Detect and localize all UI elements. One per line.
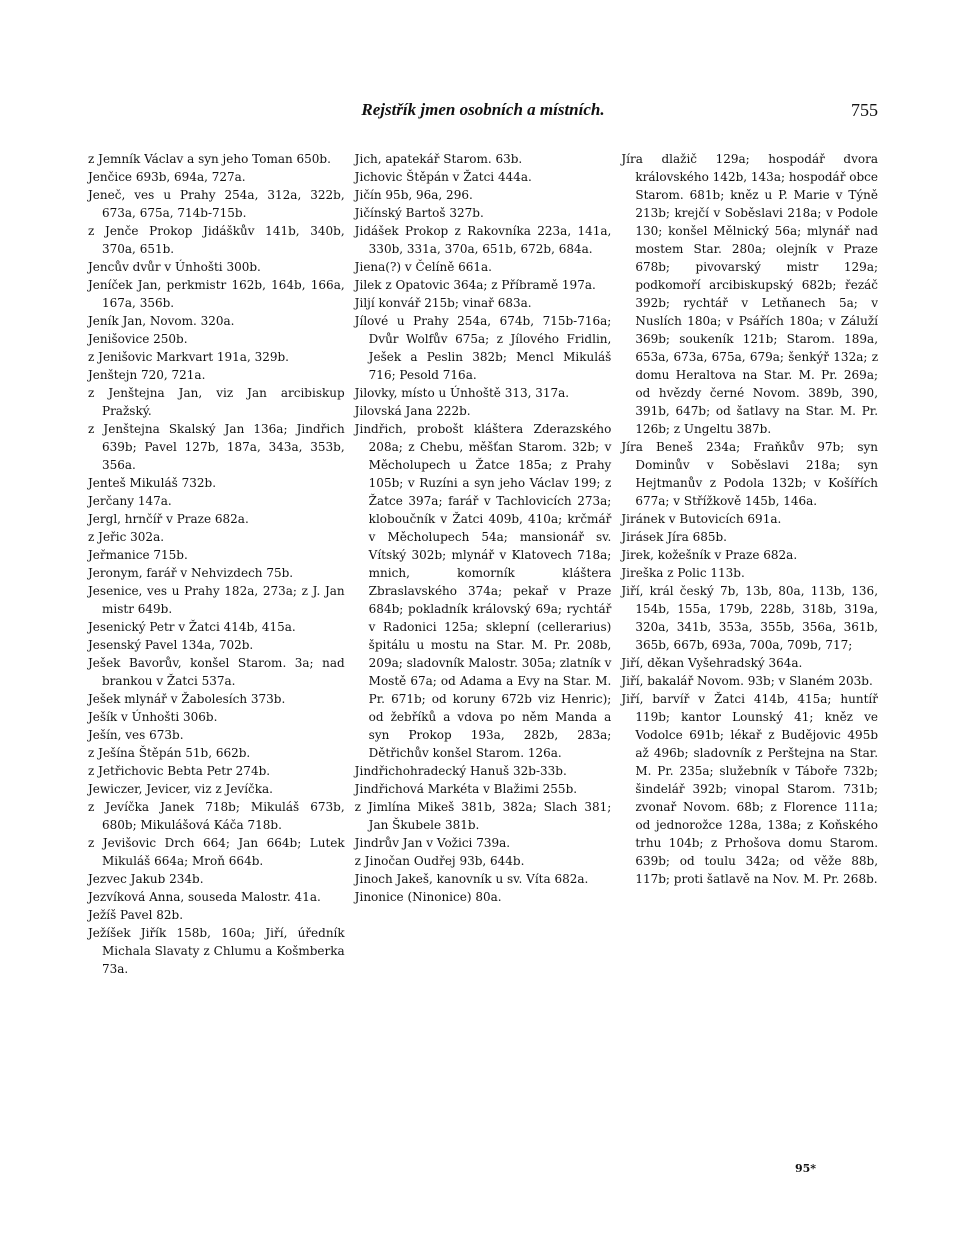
index-entry: z Jetřichovic Bebta Petr 274b.	[88, 764, 271, 778]
index-entry: Jiří, děkan Vyšehradský 364a.	[621, 656, 803, 670]
index-entry: Jich, apatekář Starom. 63b.	[354, 152, 523, 166]
index-column-3	[621, 150, 878, 1210]
index-entry: z Jinočan Oudřej 93b, 644b.	[354, 854, 525, 868]
index-entry: Jičín 95b, 96a, 296.	[354, 188, 473, 202]
index-entry: z Jenče Prokop Jidáškův 141b, 340b, 370a, 651b.	[88, 224, 345, 256]
index-column-1	[88, 150, 345, 1210]
index-entry: z Jevíčka Janek 718b; Mikuláš 673b, 680b; Mikulášová Káča 718b.	[88, 800, 345, 832]
index-entry: Jilovská Jana 222b.	[354, 404, 471, 418]
index-entry: Jesenský Pavel 134a, 702b.	[88, 638, 254, 652]
index-entry: Jesenice, ves u Prahy 182a, 273a; z J. Jan mistr 649b.	[88, 584, 345, 616]
index-entry: Jiljí konvář 215b; vinař 683a.	[354, 296, 532, 310]
index-entry: Jiránek v Butovicích 691a.	[621, 512, 782, 526]
index-entry: Jílové u Prahy 254a, 674b, 715b-716a; Dvůr Wolfův 675a; z Jílového Fridlin, Ješek a Peslin 382b; Mencl Mikuláš 716; Pesold 716a.	[354, 314, 612, 382]
index-entry: Ježíšek Jiřík 158b, 160a; Jiří, úředník Michala Slavaty z Chlumu a Košmberka 73a.	[88, 926, 345, 976]
index-entry: Ješek mlynář v Žabolesích 373b.	[88, 692, 286, 706]
index-entry: Jiena(?) v Čelíně 661a.	[354, 260, 492, 274]
index-entry: z Jenišovic Markvart 191a, 329b.	[88, 350, 289, 364]
index-entry: Jilovky, místo u Únhoště 313, 317a.	[354, 386, 570, 400]
index-entry: Jeneč, ves u Prahy 254a, 312a, 322b, 673a, 675a, 714b-715b.	[88, 188, 345, 220]
index-entry: Jezvíková Anna, souseda Malostr. 41a.	[88, 890, 321, 904]
index-entry: Jirek, kožešník v Praze 682a.	[621, 548, 798, 562]
index-entry: Jenteš Mikuláš 732b.	[88, 476, 217, 490]
index-entry: Jeřmanice 715b.	[88, 548, 188, 562]
index-entry: Jinonice (Ninonice) 80a.	[354, 890, 502, 904]
index-entry: Jencův dvůr v Únhošti 300b.	[88, 260, 261, 274]
index-entry: Jesenický Petr v Žatci 414b, 415a.	[88, 620, 296, 634]
index-entry: Jiří, král český 7b, 13b, 80a, 113b, 136, 154b, 155a, 179b, 228b, 318b, 319a, 320a, 341b, 353a, 355b, 356a, 361b, 365b, 667b, 693a, 700a, 709b, 717;	[621, 584, 879, 652]
index-entry: Jičínský Bartoš 327b.	[354, 206, 484, 220]
running-title: Rejstřík jmen osobních a místních.	[361, 100, 605, 119]
index-entry: z Jimlína Mikeš 381b, 382a; Slach 381; Jan Škubele 381b.	[354, 800, 612, 832]
index-entry: z Jevišovic Drch 664; Jan 664b; Lutek Mikuláš 664a; Mroň 664b.	[88, 836, 345, 868]
index-entry: Jergl, hrnčíř v Praze 682a.	[88, 512, 249, 526]
index-entry: Jenčice 693b, 694a, 727a.	[88, 170, 246, 184]
index-entry: Jindřichová Markéta v Blažimi 255b.	[354, 782, 578, 796]
index-entry: z Jenštejna Skalský Jan 136a; Jindřich 639b; Pavel 127b, 187a, 343a, 353b, 356a.	[88, 422, 345, 472]
index-entry: Jeník Jan, Novom. 320a.	[88, 314, 235, 328]
index-entry: Jichovic Štěpán v Žatci 444a.	[354, 170, 532, 184]
page-header	[88, 100, 878, 130]
index-entry: Jindrův Jan v Vožici 739a.	[354, 836, 511, 850]
index-entry: Ješek Bavorův, konšel Starom. 3a; nad brankou v Žatci 537a.	[88, 656, 345, 688]
index-entry: Jiří, bakalář Novom. 93b; v Slaném 203b.	[621, 674, 873, 688]
index-entry: Jewiczer, Jevicer, viz z Jevíčka.	[88, 782, 273, 796]
index-entry: Ješín, ves 673b.	[88, 728, 184, 742]
page-number: 755	[851, 100, 878, 120]
index-entry: Jilek z Opatovic 364a; z Příbramě 197a.	[354, 278, 596, 292]
index-entry: Jireška z Polic 113b.	[621, 566, 745, 580]
index-columns	[88, 150, 878, 1210]
index-entry: z Jemník Václav a syn jeho Toman 650b.	[88, 152, 331, 166]
index-entry: Jenišovice 250b.	[88, 332, 188, 346]
index-entry: Ješík v Únhošti 306b.	[88, 710, 218, 724]
index-entry: Jezvec Jakub 234b.	[88, 872, 204, 886]
index-entry: Ježíš Pavel 82b.	[88, 908, 184, 922]
index-entry: z Jeřic 302a.	[88, 530, 165, 544]
signature-mark: 95*	[795, 1162, 817, 1175]
index-entry: Jíra dlažič 129a; hospodář dvora královského 142b, 143a; hospodář obce Starom. 681b; kněz u P. Marie v Týně 213b; krejčí v Soběslavi 218a; v Podole 130; konšel Mělnický 56a; mlynář nad mostem Star. 280a; olejník v Praze 678b; pivovarský mistr 129a; podkomoří arcibiskupský 682b; řezáč 392b; rychtář v Letňanech 5a; v Nuslích 180a; v Psářích 180a; v Záluží 369b; soukeník 121b; Starom. 189a, 653a, 673a, 675a, 679a; šenkýř 132a; z domu Heraltova na Star. M. Pr. 269a; od hvězdy černé Novom. 389b, 390, 391b, 647b; od šatlavy na Star. M. Pr. 126b; z Ungeltu 387b.	[621, 152, 879, 436]
index-entry: Jeronym, farář v Nehvizdech 75b.	[88, 566, 294, 580]
index-entry: Jiří, barvíř v Žatci 414b, 415a; huntíř 119b; kantor Lounský 41; kněz ve Vodolce 691b; lékař z Budějovic 495b až 496b; sladovník z Perštejna na Star. M. Pr. 235a; služebník v Táboře 732b; šindelář 392b; vinopal Starom. 731b; zvonař Novom. 68b; z Florence 111a; od jednorožce 128a, 138a; z Koňského trhu 104b; z Prhošova domu Starom. 639b; od toulu 342a; od věže 88b, 117b; proti šatlavě na Nov. M. Pr. 268b.	[621, 692, 879, 886]
index-entry: Jenštejn 720, 721a.	[88, 368, 206, 382]
index-entry: Jíra Beneš 234a; Fraňkův 97b; syn Dominův v Soběslavi 218a; syn Hejtmanův z Podola 132b; v Košířích 677a; v Střížkově 145b, 146a.	[621, 440, 879, 508]
index-entry: z Ješína Štěpán 51b, 662b.	[88, 746, 251, 760]
index-entry: Jidášek Prokop z Rakovníka 223a, 141a, 330b, 331a, 370a, 651b, 672b, 684a.	[354, 224, 612, 256]
index-column-2	[355, 150, 612, 1210]
index-entry: Jindřich, probošt kláštera Zderazského 208a; z Chebu, měšťan Starom. 32b; v Měcholupech u Žatce 185a; z Prahy 105b; v Ruzíni a syn jeho Václav 199; z Žatce 397a; farář v Tachlovicích 273a; kloboučník v Žatci 409b, 410a; krčmář v Měcholupech 54a; mansionář sv. Vítský 302b; mlynář v Klatovech 718a; mnich, komorník kláštera Zbraslavského 374a; pekař v Praze 684b; pokladník královský 69a; rychtář v Radonici 125a; sklepní (cellerarius) špitálu u mostu na Star. M. Pr. 208b, 209a; sladovník Malostr. 305a; zlatník v Mostě 67a; od Adama a Evy na Star. M. Pr. 671b; od koruny 672b viz Henric); od žebříků a vdova po něm Manda a syn Prokop 193a, 282b, 283a; Dětřichův konšel Starom. 126a.	[354, 422, 612, 760]
index-entry: Jirásek Jíra 685b.	[621, 530, 727, 544]
index-entry: z Jenštejna Jan, viz Jan arcibiskup Pražský.	[88, 386, 345, 418]
index-entry: Jindřichohradecký Hanuš 32b-33b.	[354, 764, 567, 778]
index-entry: Jeníček Jan, perkmistr 162b, 164b, 166a, 167a, 356b.	[88, 278, 345, 310]
index-entry: Jerčany 147a.	[88, 494, 172, 508]
index-entry: Jinoch Jakeš, kanovník u sv. Víta 682a.	[354, 872, 589, 886]
